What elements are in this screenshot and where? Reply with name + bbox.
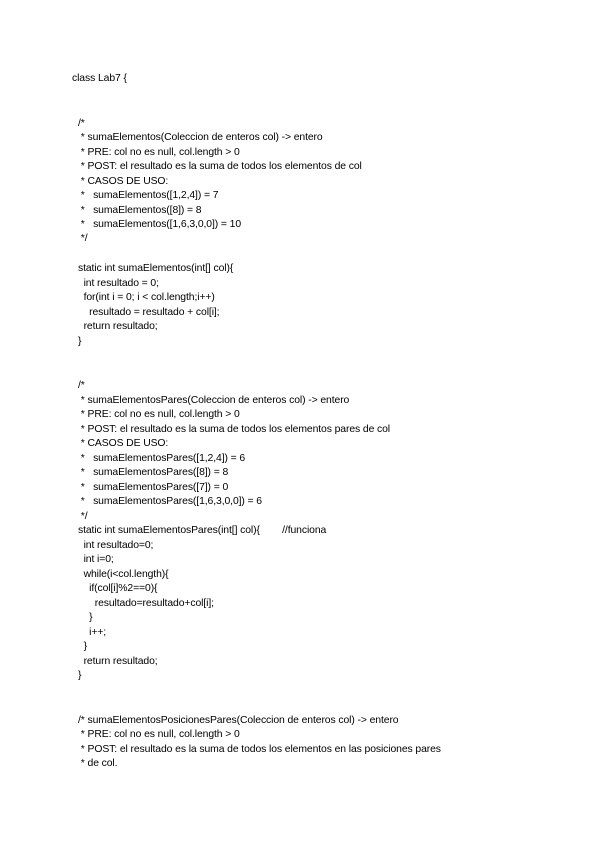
code-line: resultado=resultado+col[i]; xyxy=(78,598,214,609)
comment-line: * sumaElementos(Coleccion de enteros col) -> entero xyxy=(78,132,323,143)
code-line: int resultado = 0; xyxy=(78,278,159,289)
code-line: i++; xyxy=(78,627,107,638)
comment-line: * sumaElementosPares([1,2,4]) = 6 xyxy=(78,453,246,464)
code-line: static int sumaElementos(int[] col){ xyxy=(78,263,234,274)
code-line: resultado = resultado + col[i]; xyxy=(78,307,220,318)
code-line: } xyxy=(78,641,87,652)
comment-line: /* sumaElementosPosicionesPares(Coleccion de enteros col) -> entero xyxy=(78,715,399,726)
comment-line: * sumaElementos([1,6,3,0,0]) = 10 xyxy=(78,219,242,230)
code-line: while(i<col.length){ xyxy=(78,569,169,580)
comment-line: * sumaElementos([1,2,4]) = 7 xyxy=(78,190,219,201)
comment-line: /* xyxy=(78,118,85,129)
comment-line: */ xyxy=(78,511,88,522)
comment-line: * PRE: col no es null, col.length > 0 xyxy=(78,147,240,158)
code-line: int resultado=0; xyxy=(78,540,154,551)
comment-line: * sumaElementos([8]) = 8 xyxy=(78,205,202,216)
code-line: int i=0; xyxy=(78,554,114,565)
comment-line: * PRE: col no es null, col.length > 0 xyxy=(78,729,240,740)
comment-line: * CASOS DE USO: xyxy=(78,176,169,187)
comment-line: * de col. xyxy=(78,758,118,769)
comment-line: * sumaElementosPares(Coleccion de enteros col) -> entero xyxy=(78,395,350,406)
comment-line: * POST: el resultado es la suma de todos los elementos de col xyxy=(78,161,362,172)
code-line: } xyxy=(78,670,82,681)
comment-line: * PRE: col no es null, col.length > 0 xyxy=(78,409,240,420)
comment-line: /* xyxy=(78,380,85,391)
code-line: static int sumaElementosPares(int[] col){ //funciona xyxy=(78,525,327,536)
comment-line: * sumaElementosPares([8]) = 8 xyxy=(78,467,229,478)
code-line: return resultado; xyxy=(78,321,158,332)
code-line: return resultado; xyxy=(78,656,158,667)
comment-line: * CASOS DE USO: xyxy=(78,438,169,449)
code-line: if(col[i]%2==0){ xyxy=(78,583,158,594)
comment-line: * POST: el resultado es la suma de todos los elementos pares de col xyxy=(78,424,391,435)
comment-line: * sumaElementosPares([1,6,3,0,0]) = 6 xyxy=(78,496,262,507)
comment-line: * sumaElementosPares([7]) = 0 xyxy=(78,482,229,493)
code-line: } xyxy=(78,336,82,347)
code-line: for(int i = 0; i < col.length;i++) xyxy=(78,292,215,303)
class-header: class Lab7 { xyxy=(72,73,127,84)
code-line: } xyxy=(78,612,93,623)
comment-line: * POST: el resultado es la suma de todos los elementos en las posiciones pares xyxy=(78,744,441,755)
comment-line: */ xyxy=(78,233,88,244)
